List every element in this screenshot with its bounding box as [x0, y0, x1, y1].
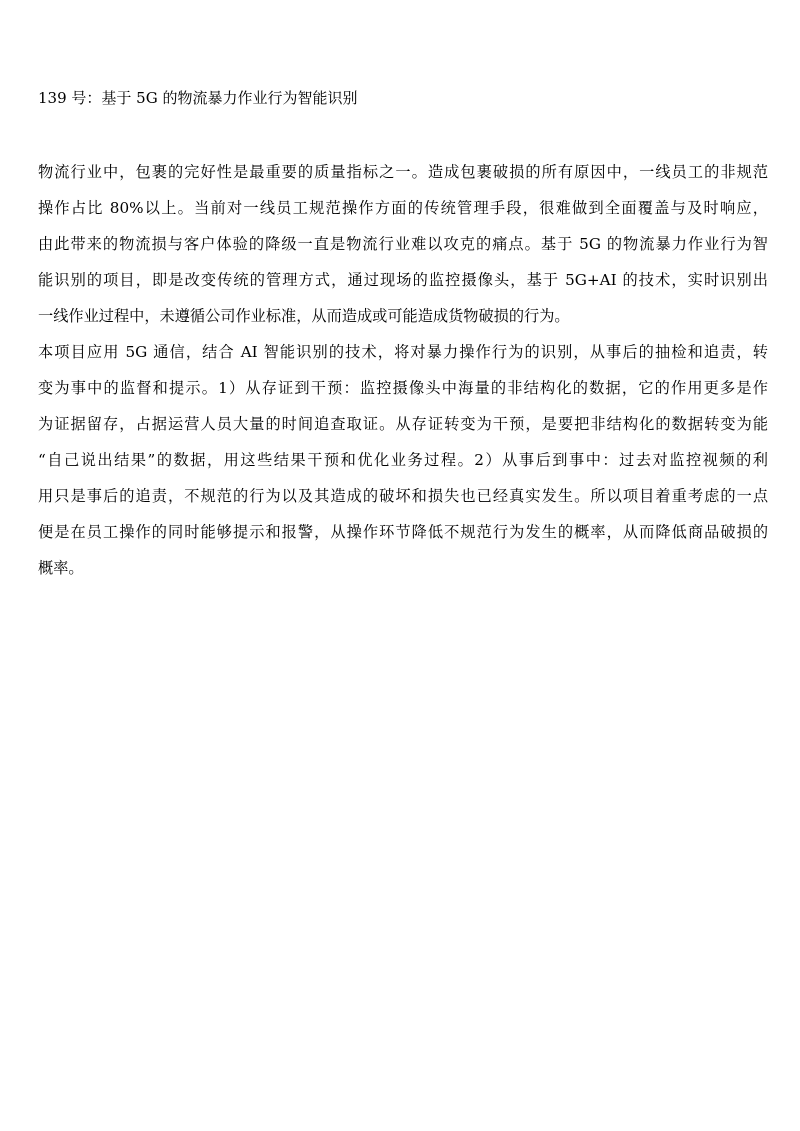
paragraph-1-line-2: 操作占比 80%以上。当前对一线员工规范操作方面的传统管理手段，很难做到全面覆盖与及时响应， — [38, 199, 768, 217]
document-body — [38, 162, 768, 594]
paragraph-1-line-1: 物流行业中，包裹的完好性是最重要的质量指标之一。造成包裹破损的所有原因中，一线员工的非规范 — [38, 163, 768, 181]
paragraph-2-line-3: 为证据留存，占据运营人员大量的时间追查取证。从存证转变为干预，是要把非结构化的数据转变为能 — [38, 415, 768, 433]
paragraph-2-line-4: “自己说出结果”的数据，用这些结果干预和优化业务过程。2）从事后到事中：过去对监控视频的利 — [38, 451, 768, 469]
paragraph-2-line-2: 变为事中的监督和提示。1）从存证到干预：监控摄像头中海量的非结构化的数据，它的作用更多是作 — [38, 379, 768, 397]
paragraph-1-line-5: 一线作业过程中，未遵循公司作业标准，从而造成或可能造成货物破损的行为。 — [38, 307, 570, 325]
paragraph-1-line-4: 能识别的项目，即是改变传统的管理方式，通过现场的监控摄像头，基于 5G+AI 的技术，实时识别出 — [38, 271, 768, 289]
paragraph-2-line-5: 用只是事后的追责，不规范的行为以及其造成的破坏和损失也已经真实发生。所以项目着重考虑的一点 — [38, 487, 768, 505]
paragraph-1-line-3: 由此带来的物流损与客户体验的降级一直是物流行业难以攻克的痛点。基于 5G 的物流暴力作业行为智 — [38, 235, 768, 253]
document-title: 139 号：基于 5G 的物流暴力作业行为智能识别 — [38, 89, 358, 107]
paragraph-2-line-6: 便是在员工操作的同时能够提示和报警，从操作环节降低不规范行为发生的概率，从而降低商品破损的 — [38, 523, 768, 541]
paragraph-2-line-7: 概率。 — [38, 559, 84, 577]
paragraph-2-line-1: 本项目应用 5G 通信，结合 AI 智能识别的技术，将对暴力操作行为的识别，从事后的抽检和追责，转 — [38, 343, 768, 361]
